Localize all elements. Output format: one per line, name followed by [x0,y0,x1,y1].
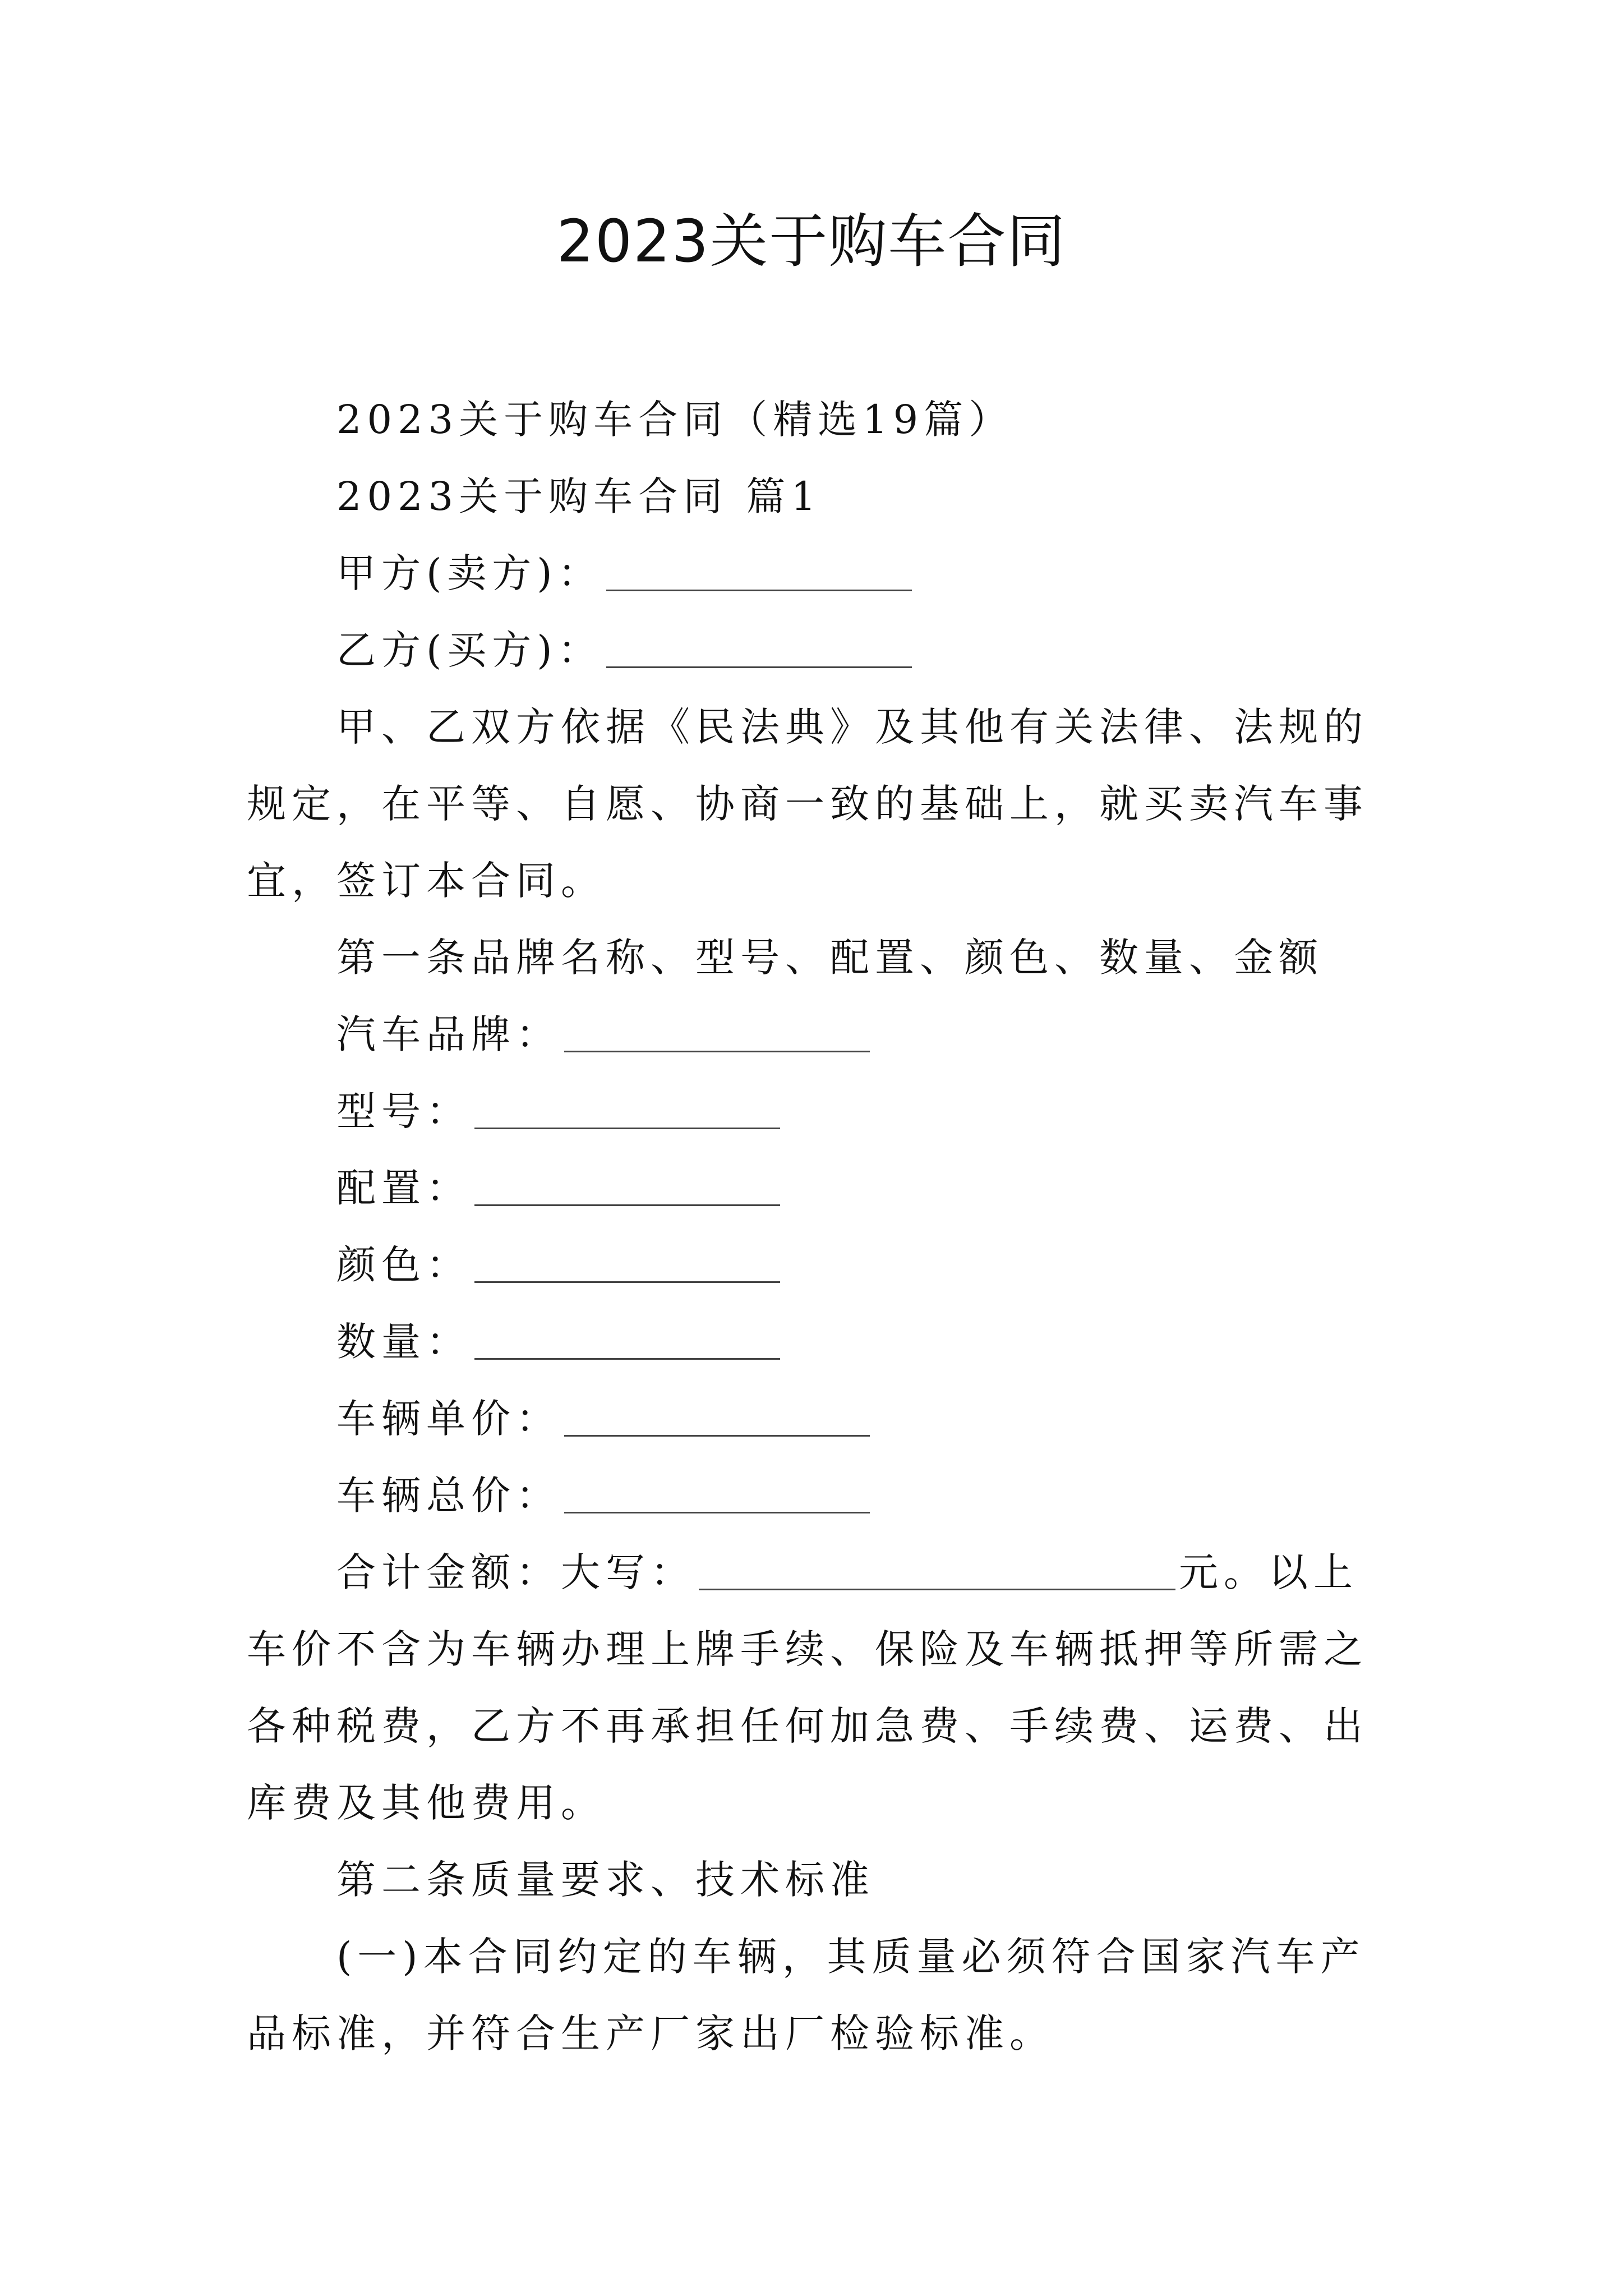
document-title: 2023关于购车合同 [556,207,1067,275]
model-label: 型号： [336,1088,471,1134]
party-b-label: 乙方(买方)： [336,627,603,673]
config-label: 配置： [336,1165,471,1211]
party-b-line [247,612,1380,689]
article-2-title: 第二条质量要求、技术标准 [336,1857,875,1903]
quantity-line [247,1304,1380,1381]
brand-line [247,996,1380,1073]
unit-price-blank [564,1396,870,1437]
total-price-blank [564,1473,870,1513]
brand-label: 汽车品牌： [336,1011,561,1057]
preamble-paragraph: 甲、乙双方依据《民法典》及其他有关法律、法规的规定，在平等、自愿、协商一致的基础上，就买卖汽车事宜，签订本合同。 [247,704,1368,904]
brand-blank [564,1011,870,1052]
section-heading: 2023关于购车合同 篇1 [336,473,822,519]
unit-price-line [247,1381,1380,1457]
model-line [247,1073,1380,1150]
unit-price-label: 车辆单价： [336,1396,561,1442]
amount-paragraph [247,1534,1380,1842]
config-line [247,1150,1380,1227]
document-subtitle: 2023关于购车合同（精选19篇） [336,397,1014,443]
party-a-blank [606,550,912,591]
model-blank [474,1088,780,1129]
total-price-label: 车辆总价： [336,1473,561,1519]
quantity-blank [474,1319,780,1360]
config-blank [474,1165,780,1206]
amount-blank [699,1549,1175,1590]
article-1-title: 第一条品牌名称、型号、配置、颜色、数量、金额 [336,935,1324,981]
article-2-clause-1: (一)本合同约定的车辆，其质量必须符合国家汽车产品标准，并符合生产厂家出厂检验标准。 [247,1934,1366,2056]
amount-tail: 元。以上车价不含为车辆办理上牌手续、保险及车辆抵押等所需之各种税费，乙方不再承担任何加急费、手续费、运费、出库费及其他费用。 [247,1549,1368,1826]
party-a-label: 甲方(卖方)： [336,550,603,596]
total-price-line [247,1457,1380,1534]
party-a-line [247,535,1380,612]
color-blank [474,1242,780,1283]
color-line [247,1227,1380,1304]
party-b-blank [606,627,912,668]
quantity-label: 数量： [336,1319,471,1365]
document-body [247,381,1380,2072]
color-label: 颜色： [336,1242,471,1288]
amount-label: 合计金额：大写： [336,1549,695,1595]
